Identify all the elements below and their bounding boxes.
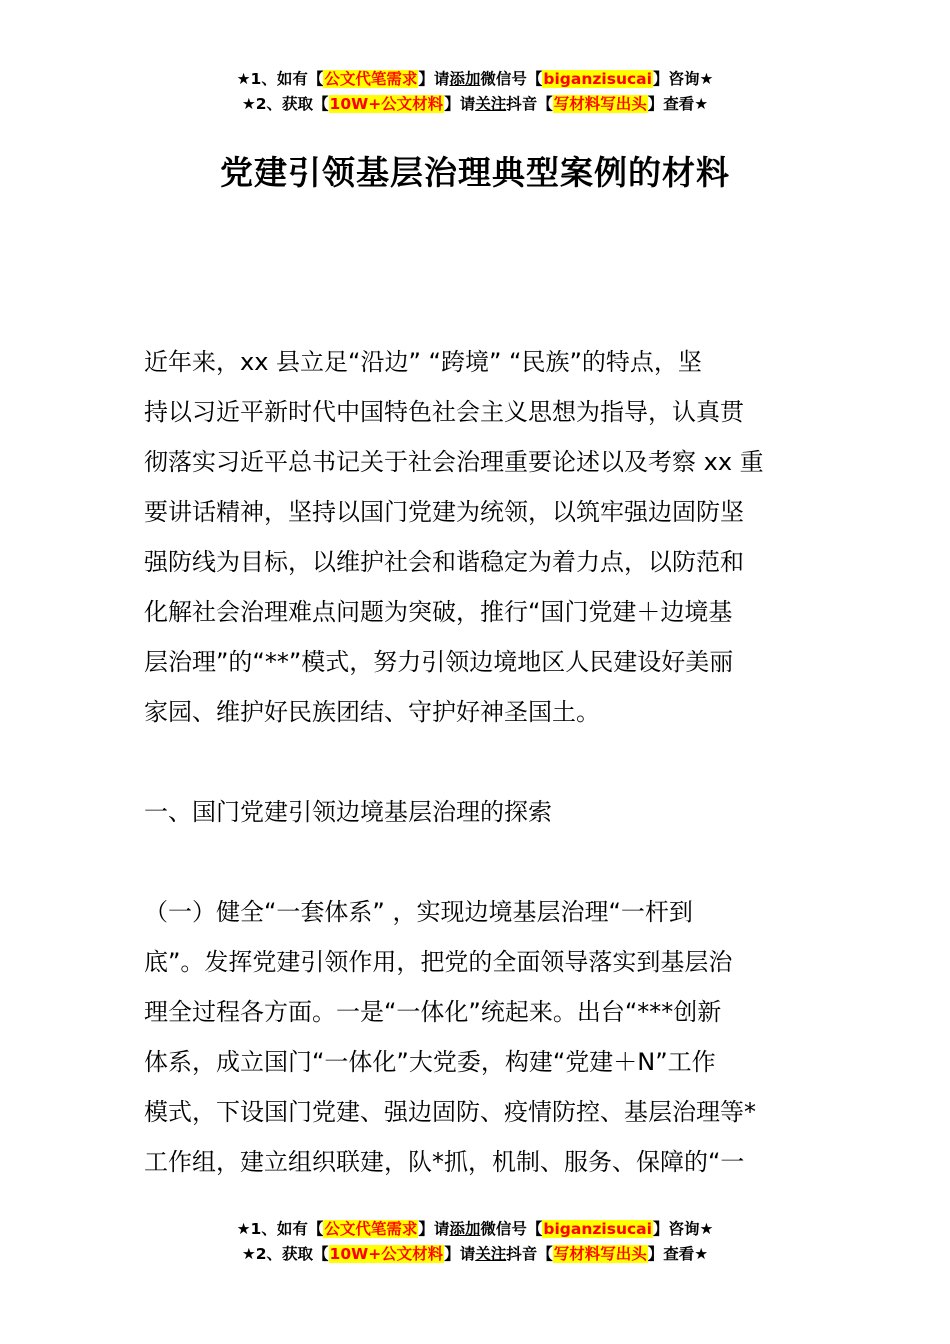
paragraph-line: 近年来，xx 县立足“沿边” “跨境” “民族”的特点，坚	[144, 348, 702, 376]
promo-line-2: ★2、获取【10W+公文材料】请关注抖音【写材料写出头】查看★	[241, 1245, 709, 1263]
promo-banner-bottom	[0, 1217, 950, 1267]
paragraph-line: 理全过程各方面。一是“一体化”统起来。出台“***创新	[144, 998, 722, 1026]
paragraph-line: 底”。发挥党建引领作用，把党的全面领导落实到基层治	[144, 948, 733, 976]
highlight-wechat-id: biganzisucai	[543, 70, 652, 88]
paragraph-line: 要讲话精神，坚持以国门党建为统领，以筑牢强边固防坚	[144, 498, 744, 526]
highlight-service: 公文代笔需求	[324, 70, 418, 88]
paragraph-line: 家园、维护好民族团结、守护好神圣国土。	[144, 698, 600, 726]
paragraph-line: 持以习近平新时代中国特色社会主义思想为指导，认真贯	[144, 398, 744, 426]
promo-line-2: ★2、获取【10W+公文材料】请关注抖音【写材料写出头】查看★	[241, 95, 709, 113]
highlight-douyin-account: 写材料写出头	[553, 95, 647, 113]
document-title: 党建引领基层治理典型案例的材料	[220, 153, 730, 192]
highlight-douyin-account: 写材料写出头	[553, 1245, 647, 1263]
paragraph-line: 工作组，建立组织联建，队*抓，机制、服务、保障的“一	[144, 1148, 745, 1176]
highlight-wechat-id: biganzisucai	[543, 1220, 652, 1238]
paragraph-line: 体系，成立国门“一体化”大党委，构建“党建＋N”工作	[144, 1048, 716, 1076]
paragraph-line: 模式，下设国门党建、强边固防、疫情防控、基层治理等*	[144, 1098, 756, 1126]
section-heading: 一、国门党建引领边境基层治理的探索	[144, 798, 552, 826]
intro-paragraph	[144, 337, 824, 737]
paragraph-line: 层治理”的“**”模式，努力引领边境地区人民建设好美丽	[144, 648, 734, 676]
paragraph-line: 强防线为目标，以维护社会和谐稳定为着力点，以防范和	[144, 548, 744, 576]
promo-line-1: ★1、如有【公文代笔需求】请添加微信号【biganzisucai】咨询★	[236, 70, 714, 88]
body-paragraph	[144, 887, 824, 1187]
highlight-materials: 10W+公文材料	[329, 1245, 444, 1263]
paragraph-line: 化解社会治理难点问题为突破，推行“国门党建＋边境基	[144, 598, 733, 626]
paragraph-line: 彻落实习近平总书记关于社会治理重要论述以及考察 xx 重	[144, 448, 764, 476]
highlight-service: 公文代笔需求	[324, 1220, 418, 1238]
paragraph-line: （一）健全“一套体系” ，实现边境基层治理“一杆到	[144, 898, 693, 926]
highlight-materials: 10W+公文材料	[329, 95, 444, 113]
promo-line-1: ★1、如有【公文代笔需求】请添加微信号【biganzisucai】咨询★	[236, 1220, 714, 1238]
promo-banner-top	[0, 67, 950, 117]
